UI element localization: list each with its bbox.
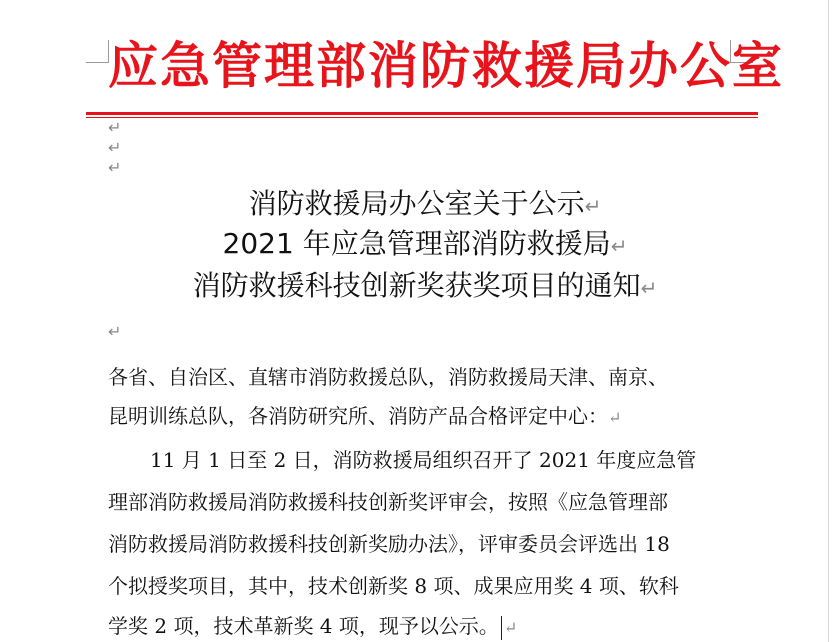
notice-title-text-2: 2021 年应急管理部消防救援局 [222,227,611,260]
notice-title-line-1[interactable] [100,186,750,224]
paragraph-mark: ↵ [108,118,122,137]
paragraph-mark: ↵ [608,408,622,427]
body-paragraph-line-1[interactable]: 11 月 1 日至 2 日，消防救援局组织召开了 2021 年度应急管 [150,448,697,472]
addressee-line-2[interactable] [108,403,748,431]
red-header-rule-thick [86,112,758,115]
notice-title-text-1: 消防救援局办公室关于公示 [248,187,585,220]
red-header-org-title: 应急管理部消防救援局办公室 [108,37,784,95]
notice-title-line-2[interactable] [100,226,750,264]
addressee-text-2: 昆明训练总队，各消防研究所、消防产品合格评定中心： [108,404,608,428]
notice-title-text-3: 消防救援科技创新奖获奖项目的通知 [192,269,641,302]
paragraph-mark: ↵ [108,138,122,157]
page-edge-line [828,0,829,642]
body-paragraph-line-5[interactable] [108,613,748,641]
addressee-line-1[interactable]: 各省、自治区、直辖市消防救援总队，消防救援局天津、南京、 [108,365,668,389]
paragraph-mark: ↵ [108,158,122,177]
paragraph-mark: ↵ [584,194,602,218]
body-paragraph-text-5: 学奖 2 项，技术革新奖 4 项，现予以公示。 [108,614,499,638]
paragraph-mark: ↵ [610,234,628,258]
paragraph-mark: ↵ [108,322,122,341]
body-paragraph-line-3[interactable]: 消防救援局消防救援科技创新奖励办法》，评审委员会评选出 18 [108,532,670,556]
text-cursor [501,616,502,640]
paragraph-mark: ↵ [503,618,518,637]
body-paragraph-line-4[interactable]: 个拟授奖项目，其中，技术创新奖 8 项、成果应用奖 4 项、软科 [108,574,679,598]
crop-mark-top-left [86,40,109,63]
paragraph-mark: ↵ [640,276,658,300]
notice-title-line-3[interactable] [100,268,750,306]
body-paragraph-line-2[interactable]: 理部消防救援局消防救援科技创新奖评审会，按照《应急管理部 [108,490,668,514]
red-header-rule-thin [86,117,758,118]
